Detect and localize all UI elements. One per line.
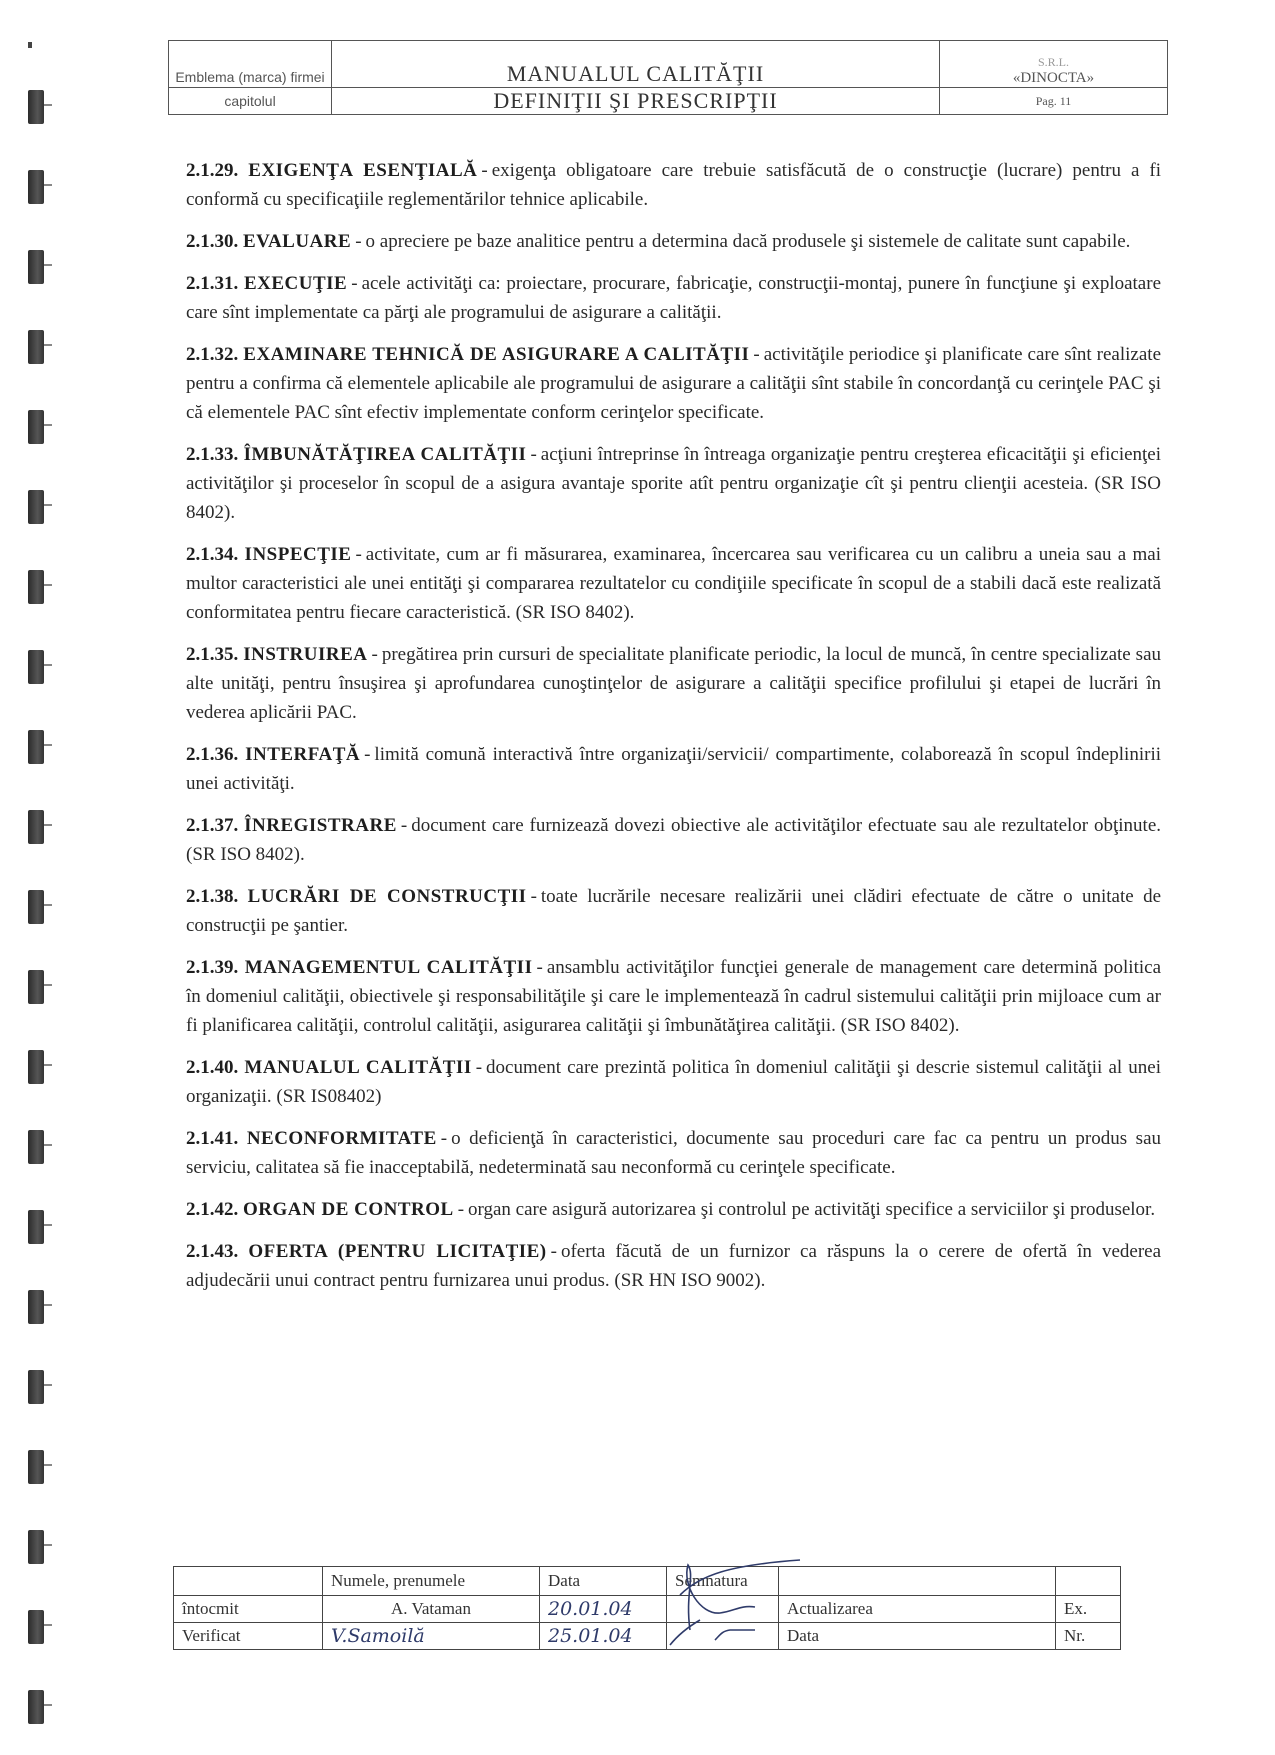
binding-hole — [28, 490, 44, 524]
definition-number: 2.1.41. — [186, 1128, 239, 1149]
definition-text: limită comună interactivă între organizaţii/servicii/ compartimente, colaborează în scopul îndeplinirii unei activităţi. — [186, 744, 1162, 794]
binding-hole — [28, 1290, 44, 1324]
prepared-name: A. Vataman — [323, 1596, 540, 1623]
definition-item: 2.1.40. MANUALUL CALITĂŢII - document care prezintă politica în domeniul calităţii şi descrie sistemul calităţii al unei organizaţii. (SR IS08402) — [186, 1057, 1162, 1107]
update-label: Actualizarea — [779, 1596, 1056, 1623]
row-verified-label: Verificat — [174, 1623, 323, 1650]
definition-text: activităţile periodice şi planificate care sînt realizate pentru a confirma că elementele aplicabile ale programului de asigurare a calităţii sînt stabile în concordanţă cu cerinţele PAC şi că elementele PAC sînt efectiv implementate conform cerinţelor specificate. — [186, 344, 1161, 423]
definition-number: 2.1.37. — [186, 815, 239, 836]
definition-text: toate lucrările necesare realizării unei clădiri efectuate de către o unitate de construcţii pe şantier. — [186, 886, 1162, 936]
definition-term: NECONFORMITATE — [246, 1128, 437, 1149]
definition-number: 2.1.40. — [186, 1057, 239, 1078]
definition-text: oferta făcută de un furnizor ca răspuns la o cerere de ofertă în vederea adjudecării unui contract pentru furnizarea unui produs. (SR HN ISO 9002). — [186, 1241, 1162, 1291]
definition-term: INSTRUIREA — [243, 644, 368, 665]
chapter-title: DEFINIŢII ŞI PRESCRIPŢII — [332, 88, 940, 115]
prepared-date: 20.01.04 — [540, 1596, 667, 1623]
definition-item: 2.1.41. NECONFORMITATE - o deficienţă în caracteristici, documente sau proceduri care fac ca pentru un produs sau serviciu, calitatea să fie inacceptabilă, nedeterminată sau neconformă cu cerinţele specificate. — [186, 1128, 1161, 1178]
binding-hole — [28, 330, 44, 364]
date-label: Data — [779, 1623, 1056, 1650]
binding-hole — [28, 1370, 44, 1404]
definition-term: ORGAN DE CONTROL — [243, 1199, 454, 1220]
definition-text: organ care asigură autorizarea şi controlul pe activităţi specifice a serviciilor şi produselor. — [468, 1199, 1156, 1220]
binding-mark — [28, 42, 32, 48]
definition-term: INTERFAŢĂ — [245, 744, 361, 765]
definition-number: 2.1.38. — [186, 886, 239, 907]
binding-hole — [28, 1210, 44, 1244]
definition-item: 2.1.31. EXECUŢIE - acele activităţi ca: proiectare, procurare, fabricaţie, construcţii-montaj, punere în funcţiune şi exploatare care sînt implementate ca părţi ale programului de asigurare a calităţii. — [186, 273, 1162, 323]
blank-cell — [174, 1567, 323, 1596]
handwritten-signature — [660, 1535, 820, 1655]
definition-text: pregătirea prin cursuri de specialitate planificate periodic, la locul de muncă, în centre specializate sau alte unităţi, pentru însuşirea şi aprofundarea cunoştinţelor de asigurare a calităţii specifice profilului şi etapei de lucrări în vederea aplicării PAC. — [186, 644, 1162, 723]
definition-text: o deficienţă în caracteristici, documente sau proceduri care fac ca pentru un produs sau serviciu, calitatea să fie inacceptabilă, nedeterminată sau neconformă cu cerinţele specificate. — [186, 1128, 1161, 1178]
definition-number: 2.1.29. — [186, 160, 239, 181]
binding-hole — [28, 1050, 44, 1084]
definition-number: 2.1.36. — [186, 744, 239, 765]
definition-item: 2.1.33. ÎMBUNĂTĂŢIREA CALITĂŢII - acţiuni întreprinse în întreaga organizaţie pentru creşterea eficacităţii şi eficienţei activităţilor şi proceselor în scopul de a asigura avantaje sporite atît pentru organizaţie cît şi pentru clienţii acesteia. (SR ISO 8402). — [186, 444, 1162, 523]
blank-cell — [1056, 1567, 1121, 1596]
definition-number: 2.1.43. — [186, 1241, 239, 1262]
definition-text: document care furnizează dovezi obiective ale activităţilor efectuate sau ale rezultatelor obţinute. (SR ISO 8402). — [186, 815, 1161, 865]
binding-hole — [28, 250, 44, 284]
definition-number: 2.1.42. — [186, 1199, 239, 1220]
emblem-cell: Emblema (marca) firmei — [169, 41, 332, 88]
definition-number: 2.1.35. — [186, 644, 239, 665]
definition-item: 2.1.42. ORGAN DE CONTROL - organ care asigură autorizarea şi controlul pe activităţi specifice a serviciilor şi produselor. — [186, 1199, 1156, 1220]
company-cell — [940, 41, 1168, 88]
definition-number: 2.1.33. — [186, 444, 239, 465]
binding-hole — [28, 1610, 44, 1644]
definition-item: 2.1.38. LUCRĂRI DE CONSTRUCŢII - toate lucrările necesare realizării unei clădiri efectuate de către o unitate de construcţii pe şantier. — [186, 886, 1162, 936]
definition-number: 2.1.30. — [186, 231, 239, 252]
company-name: «DINOCTA» — [1012, 70, 1095, 86]
definition-term: ÎMBUNĂTĂŢIREA CALITĂŢII — [243, 444, 527, 465]
company-prefix: S.R.L. — [1037, 55, 1069, 69]
chapter-label: capitolul — [169, 88, 332, 115]
definition-item: 2.1.36. INTERFAŢĂ - limită comună interactivă între organizaţii/servicii/ compartimente, colaborează în scopul îndeplinirii unei activităţi. — [186, 744, 1162, 794]
binding-hole — [28, 570, 44, 604]
page-number: Pag. 11 — [940, 88, 1168, 115]
spiral-binding — [28, 0, 58, 1755]
definition-term: EXIGENŢA ESENŢIALĂ — [248, 160, 478, 181]
definition-text: o apreciere pe baze analitice pentru a determina dacă produsele şi sistemele de calitate sunt capabile. — [365, 231, 1131, 252]
definition-text: exigenţa obligatoare care trebuie satisfăcută de o construcţie (lucrare) pentru a fi conformă cu specificaţiile reglementărilor tehnice aplicabile. — [186, 160, 1162, 210]
definition-term: INSPECŢIE — [244, 544, 352, 565]
definition-term: OFERTA (PENTRU LICITAŢIE) — [248, 1241, 547, 1262]
definition-term: LUCRĂRI DE CONSTRUCŢII — [247, 886, 527, 907]
binding-hole — [28, 90, 44, 124]
definition-text: activitate, cum ar fi măsurarea, examinarea, încercarea sau verificarea cu un calibru a uneia sau a mai multor caracteristici ale unei entităţi şi compararea rezultatelor cu condiţiile specificate în scopul de a stabili dacă este realizată conformitatea pentru fiecare caracteristică. (SR ISO 8402). — [186, 544, 1161, 623]
definition-text: acţiuni întreprinse în întreaga organizaţie pentru creşterea eficacităţii şi eficienţei activităţilor şi proceselor în scopul de a asigura avantaje sporite atît pentru organizaţie cît şi pentru clienţii acesteia. (SR ISO 8402). — [186, 444, 1162, 523]
document-header — [168, 40, 1168, 115]
verified-name: V.Samoilă — [323, 1623, 540, 1650]
definition-term: EXECUŢIE — [243, 273, 348, 294]
verified-date: 25.01.04 — [540, 1623, 667, 1650]
definition-term: MANUALUL CALITĂŢII — [244, 1057, 472, 1078]
definition-term: ÎNREGISTRARE — [244, 815, 397, 836]
definition-number: 2.1.34. — [186, 544, 239, 565]
definition-term: EVALUARE — [243, 231, 352, 252]
definition-item: 2.1.39. MANAGEMENTUL CALITĂŢII - ansamblu activităţilor funcţiei generale de management care determină politica în domeniul calităţii, obiectivele şi responsabilităţile şi care le implementează în cadrul sistemului calităţii prin mijloace cum ar fi planificarea calităţii, controlul calităţii, asigurarea calităţii şi îmbunătăţirea calităţii. (SR ISO 8402). — [186, 957, 1161, 1036]
ex-label: Ex. — [1056, 1596, 1121, 1623]
definition-item: 2.1.37. ÎNREGISTRARE - document care furnizează dovezi obiective ale activităţilor efectuate sau ale rezultatelor obţinute. (SR ISO 8402). — [186, 815, 1161, 865]
definitions-list — [186, 156, 1161, 1308]
definition-number: 2.1.32. — [186, 344, 239, 365]
binding-hole — [28, 170, 44, 204]
binding-hole — [28, 970, 44, 1004]
binding-hole — [28, 1130, 44, 1164]
definition-item: 2.1.35. INSTRUIREA - pregătirea prin cursuri de specialitate planificate periodic, la locul de muncă, în centre specializate sau alte unităţi, pentru însuşirea şi aprofundarea cunoştinţelor de asigurare a calităţii specifice profilului şi etapei de lucrări în vederea aplicării PAC. — [186, 644, 1162, 723]
nr-label: Nr. — [1056, 1623, 1121, 1650]
row-prepared-label: întocmit — [174, 1596, 323, 1623]
definition-item: 2.1.29. EXIGENŢA ESENŢIALĂ - exigenţa obligatoare care trebuie satisfăcută de o construcţie (lucrare) pentru a fi conformă cu specificaţiile reglementărilor tehnice aplicabile. — [186, 160, 1162, 210]
definition-term: EXAMINARE TEHNICĂ DE ASIGURARE A CALITĂŢII — [243, 344, 750, 365]
approval-table — [173, 1566, 1121, 1650]
manual-title: MANUALUL CALITĂŢII — [332, 41, 940, 88]
definition-number: 2.1.31. — [186, 273, 239, 294]
binding-hole — [28, 810, 44, 844]
binding-hole — [28, 650, 44, 684]
col-signature-header: Semnatura — [667, 1567, 779, 1596]
definition-text: ansamblu activităţilor funcţiei generale de management care determină politica în domeniul calităţii, obiectivele şi responsabilităţile şi care le implementează în cadrul sistemului calităţii prin mijloace cum ar fi planificarea calităţii, controlul calităţii, asigurarea calităţii şi îmbunătăţirea calităţii. (SR ISO 8402). — [186, 957, 1161, 1036]
binding-hole — [28, 410, 44, 444]
col-name-header: Numele, prenumele — [323, 1567, 540, 1596]
definition-item: 2.1.30. EVALUARE - o apreciere pe baze analitice pentru a determina dacă produsele şi sistemele de calitate sunt capabile. — [186, 231, 1131, 252]
binding-hole — [28, 1450, 44, 1484]
col-date-header: Data — [540, 1567, 667, 1596]
definition-text: acele activităţi ca: proiectare, procurare, fabricaţie, construcţii-montaj, punere în funcţiune şi exploatare care sînt implementate ca părţi ale programului de asigurare a calităţii. — [186, 273, 1162, 323]
definition-term: MANAGEMENTUL CALITĂŢII — [244, 957, 533, 978]
definition-number: 2.1.39. — [186, 957, 239, 978]
binding-hole — [28, 890, 44, 924]
definition-item: 2.1.32. EXAMINARE TEHNICĂ DE ASIGURARE A CALITĂŢII - activităţile periodice şi planificate care sînt realizate pentru a confirma că elementele aplicabile ale programului de asigurare a calităţii sînt stabile în concordanţă cu cerinţele PAC şi că elementele PAC sînt efectiv implementate conform cerinţelor specificate. — [186, 344, 1161, 423]
definition-text: document care prezintă politica în domeniul calităţii şi descrie sistemul calităţii al unei organizaţii. (SR IS08402) — [186, 1057, 1162, 1107]
blank-cell — [779, 1567, 1056, 1596]
binding-hole — [28, 1530, 44, 1564]
definition-item: 2.1.43. OFERTA (PENTRU LICITAŢIE) - oferta făcută de un furnizor ca răspuns la o cerere de ofertă în vederea adjudecării unui contract pentru furnizarea unui produs. (SR HN ISO 9002). — [186, 1241, 1162, 1291]
definition-item: 2.1.34. INSPECŢIE - activitate, cum ar fi măsurarea, examinarea, încercarea sau verificarea cu un calibru a uneia sau a mai multor caracteristici ale unei entităţi şi compararea rezultatelor cu condiţiile specificate în scopul de a stabili dacă este realizată conformitatea pentru fiecare caracteristică. (SR ISO 8402). — [186, 544, 1161, 623]
binding-hole — [28, 1690, 44, 1724]
binding-hole — [28, 730, 44, 764]
